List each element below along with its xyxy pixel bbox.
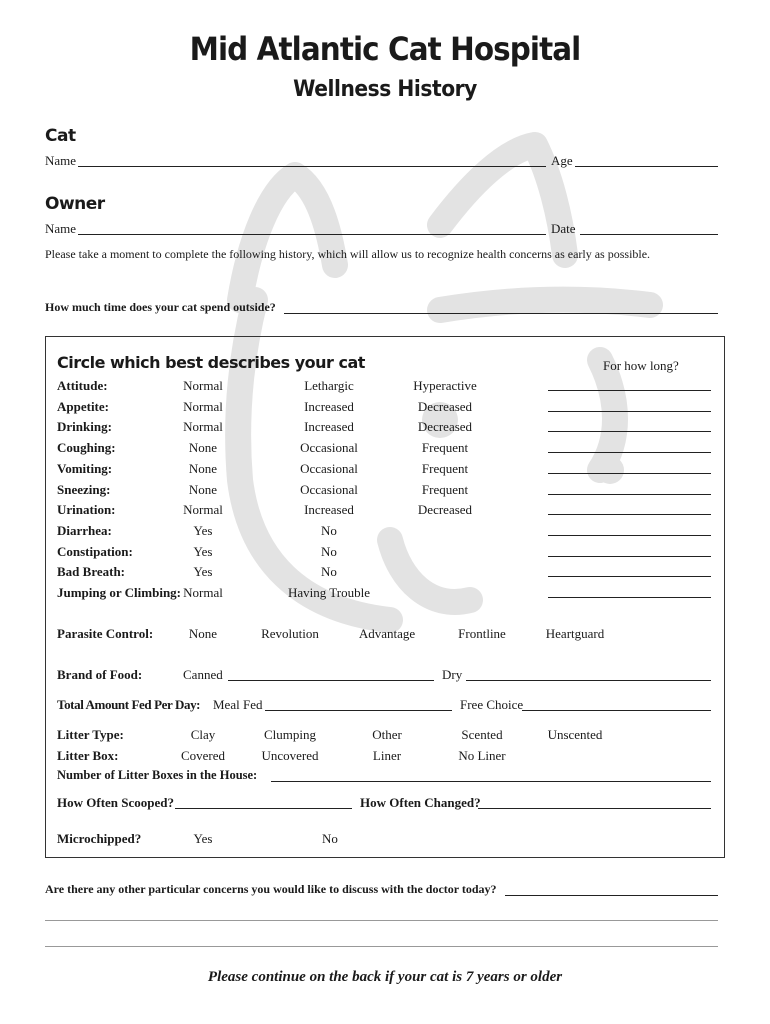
- symptom-label: Sneezing:: [57, 482, 111, 497]
- symptom-label: Vomiting:: [57, 461, 113, 476]
- symptom-option[interactable]: Frequent: [421, 461, 469, 476]
- symptom-label: Diarrhea:: [57, 523, 112, 538]
- symptom-label: Appetite:: [57, 399, 109, 414]
- how-long-field[interactable]: [548, 431, 711, 432]
- symptom-label: Attitude:: [57, 378, 108, 393]
- canned-label: Canned: [183, 667, 223, 682]
- owner-name-label: Name: [45, 221, 77, 236]
- how-long-label: For how long?: [603, 358, 679, 373]
- changed-field[interactable]: [478, 808, 711, 809]
- parasite-option[interactable]: Advantage: [358, 626, 416, 641]
- parasite-option[interactable]: Heartguard: [545, 626, 605, 641]
- symptom-option[interactable]: Normal: [183, 378, 223, 393]
- free-choice-label: Free Choice: [460, 697, 524, 712]
- symptom-option[interactable]: Occasional: [300, 440, 358, 455]
- symptom-option[interactable]: Yes: [193, 523, 213, 538]
- how-long-field[interactable]: [548, 556, 711, 557]
- how-long-field[interactable]: [548, 597, 711, 598]
- amount-label: Total Amount Fed Per Day:: [57, 697, 201, 712]
- page-subtitle: Wellness History: [293, 77, 477, 102]
- symptom-option[interactable]: None: [188, 440, 218, 455]
- litter-count-field[interactable]: [271, 781, 711, 782]
- litter-box-option[interactable]: Uncovered: [261, 748, 319, 763]
- how-long-field[interactable]: [548, 494, 711, 495]
- parasite-option[interactable]: None: [188, 626, 218, 641]
- symptom-option[interactable]: Hyperactive: [413, 378, 477, 393]
- litter-type-option[interactable]: Scented: [461, 727, 503, 742]
- symptom-option[interactable]: Frequent: [421, 482, 469, 497]
- symptom-option[interactable]: Normal: [183, 502, 223, 517]
- symptom-option[interactable]: Normal: [183, 419, 223, 434]
- symptom-option[interactable]: Decreased: [417, 399, 473, 414]
- intro-text: Please take a moment to complete the following history, which will allow us to recognize health concerns as early as possible.: [45, 247, 651, 261]
- litter-type-option[interactable]: Other: [372, 727, 402, 742]
- symptom-option[interactable]: Normal: [183, 399, 223, 414]
- microchip-label: Microchipped?: [57, 831, 142, 846]
- symptom-option[interactable]: Decreased: [417, 419, 473, 434]
- symptom-option[interactable]: Increased: [304, 399, 354, 414]
- symptom-label: Coughing:: [57, 440, 116, 455]
- parasite-option[interactable]: Revolution: [261, 626, 319, 641]
- litter-box-label: Litter Box:: [57, 748, 119, 763]
- symptom-label: Jumping or Climbing:: [57, 585, 182, 600]
- how-long-field[interactable]: [548, 473, 711, 474]
- litter-type-option[interactable]: Clumping: [263, 727, 316, 742]
- page-title: Mid Atlantic Cat Hospital: [189, 30, 581, 68]
- outside-answer-field[interactable]: [284, 313, 718, 314]
- concerns-line[interactable]: [45, 920, 718, 921]
- outside-question: How much time does your cat spend outside?: [45, 300, 276, 314]
- microchip-no[interactable]: No: [322, 831, 338, 846]
- changed-label: How Often Changed?: [360, 795, 481, 810]
- meal-fed-field[interactable]: [265, 710, 452, 711]
- symptom-option[interactable]: None: [188, 461, 218, 476]
- cat-age-label: Age: [551, 153, 573, 168]
- symptom-option[interactable]: No: [321, 544, 337, 559]
- symptom-option[interactable]: Occasional: [300, 461, 358, 476]
- dry-label: Dry: [442, 667, 463, 682]
- parasite-option[interactable]: Frontline: [458, 626, 506, 641]
- symptom-option[interactable]: Yes: [193, 544, 213, 559]
- canned-field[interactable]: [228, 680, 434, 681]
- symptom-option[interactable]: Decreased: [417, 502, 473, 517]
- dry-field[interactable]: [466, 680, 711, 681]
- cat-name-field[interactable]: [78, 166, 546, 167]
- symptom-option[interactable]: Occasional: [300, 482, 358, 497]
- owner-name-field[interactable]: [78, 234, 546, 235]
- symptom-option[interactable]: Yes: [193, 564, 213, 579]
- symptom-option[interactable]: No: [321, 564, 337, 579]
- litter-type-option[interactable]: Unscented: [547, 727, 603, 742]
- symptom-option[interactable]: Frequent: [421, 440, 469, 455]
- box-heading: Circle which best describes your cat: [57, 353, 365, 372]
- concerns-field[interactable]: [505, 895, 718, 896]
- date-label: Date: [551, 221, 576, 236]
- how-long-field[interactable]: [548, 576, 711, 577]
- litter-box-option[interactable]: Liner: [372, 748, 402, 763]
- meal-fed-label: Meal Fed: [213, 697, 263, 712]
- cat-heading: Cat: [45, 126, 76, 146]
- how-long-field[interactable]: [548, 535, 711, 536]
- how-long-field[interactable]: [548, 411, 711, 412]
- symptom-option[interactable]: Increased: [304, 502, 354, 517]
- how-long-field[interactable]: [548, 514, 711, 515]
- date-field[interactable]: [580, 234, 718, 235]
- scooped-label: How Often Scooped?: [57, 795, 174, 810]
- concerns-line[interactable]: [45, 946, 718, 947]
- microchip-yes[interactable]: Yes: [193, 831, 213, 846]
- footer-note: Please continue on the back if your cat is 7 years or older: [207, 969, 563, 985]
- litter-box-option[interactable]: No Liner: [458, 748, 506, 763]
- symptom-label: Drinking:: [57, 419, 112, 434]
- concerns-question: Are there any other particular concerns you would like to discuss with the doctor today?: [45, 882, 497, 896]
- free-choice-field[interactable]: [522, 710, 711, 711]
- how-long-field[interactable]: [548, 452, 711, 453]
- how-long-field[interactable]: [548, 390, 711, 391]
- scooped-field[interactable]: [175, 808, 352, 809]
- litter-type-option[interactable]: Clay: [190, 727, 216, 742]
- symptom-label: Bad Breath:: [57, 564, 126, 579]
- parasite-label: Parasite Control:: [57, 626, 154, 641]
- cat-age-field[interactable]: [575, 166, 718, 167]
- owner-heading: Owner: [45, 194, 105, 214]
- litter-type-label: Litter Type:: [57, 727, 124, 742]
- symptom-option[interactable]: Having Trouble: [288, 585, 370, 600]
- symptom-option[interactable]: Lethargic: [304, 378, 354, 393]
- symptom-label: Constipation:: [57, 544, 133, 559]
- symptom-option[interactable]: None: [188, 482, 218, 497]
- litter-count-label: Number of Litter Boxes in the House:: [57, 768, 258, 782]
- symptom-label: Urination:: [57, 502, 116, 517]
- food-label: Brand of Food:: [57, 667, 143, 682]
- symptom-option[interactable]: Normal: [183, 585, 223, 600]
- cat-name-label: Name: [45, 153, 77, 168]
- litter-box-option[interactable]: Covered: [180, 748, 226, 763]
- symptom-option[interactable]: Increased: [304, 419, 354, 434]
- symptom-option[interactable]: No: [321, 523, 337, 538]
